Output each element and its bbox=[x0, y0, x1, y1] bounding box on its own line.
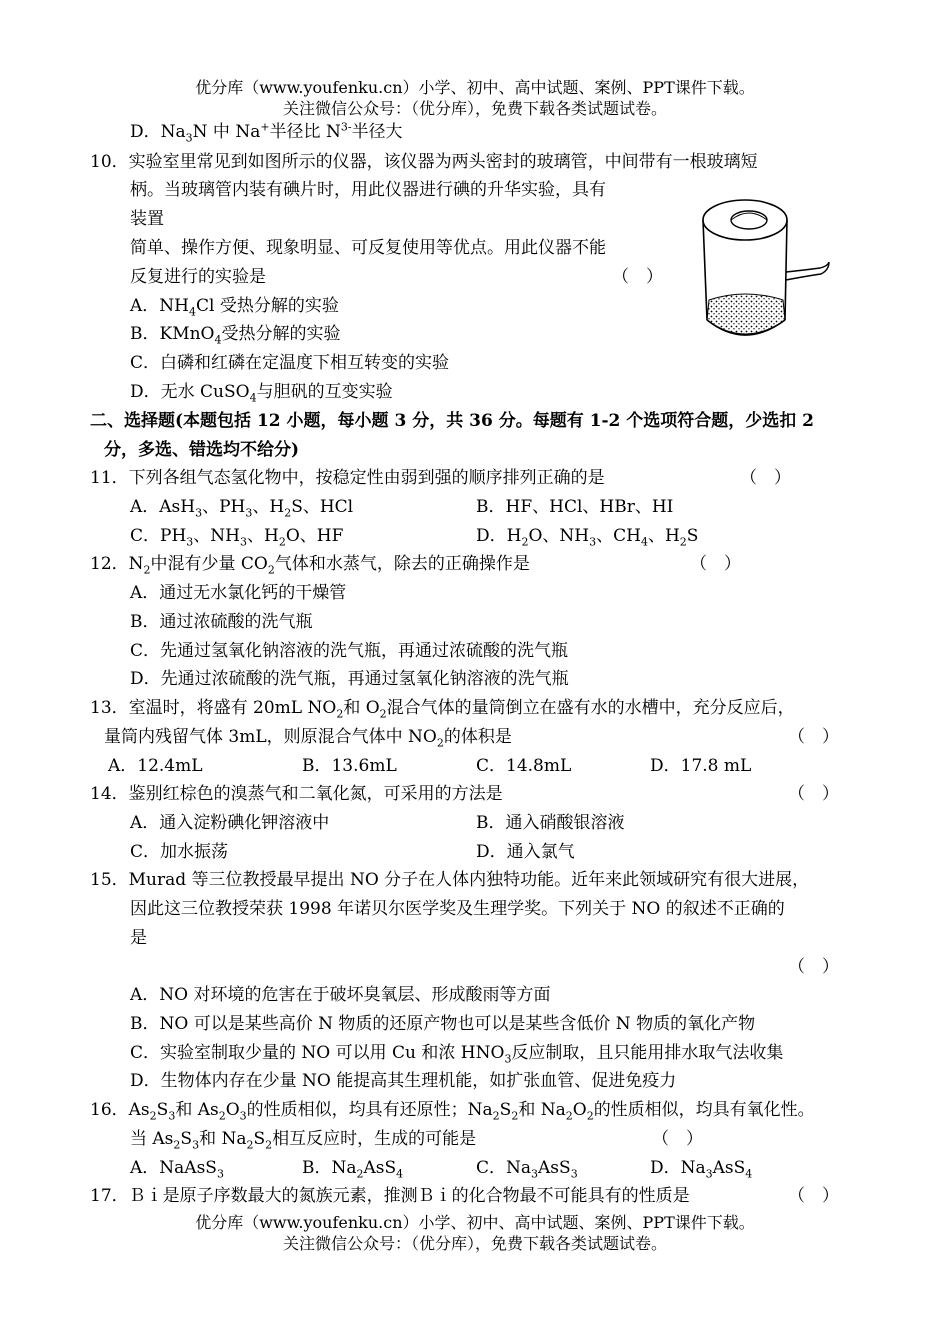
q11-answer-paren: （ ） bbox=[740, 468, 791, 488]
q10-option-d: D．无水 CuSO$_4$与胆矾的互变实验 bbox=[130, 382, 393, 405]
q16-line-1: 16．$As_2S_3$和 $As_2O_3$的性质相似，均具有还原性；$Na_2S_2$和 $Na_2O_2$的性质相似，均具有氧化性。 bbox=[90, 1100, 815, 1123]
q13-option-d: D．17.8 mL bbox=[650, 756, 752, 776]
q17-stem: 17．Ｂｉ是原子序数最大的氮族元素，推测Ｂｉ的化合物最不可能具有的性质是 bbox=[90, 1186, 690, 1206]
q15-line-2: 因此这三位教授荣获 1998 年诺贝尔医学奖及生理学奖。下列关于 NO 的叙述不正确的 bbox=[130, 899, 785, 919]
q13-option-c: C．14.8mL bbox=[476, 756, 572, 776]
q11-option-c: C．$PH_3$、$NH_3$、$H_2O$、HF bbox=[130, 526, 344, 549]
q14-option-c: C．加水振荡 bbox=[130, 842, 229, 862]
q16-option-c: C．$Na_3AsS_3$ bbox=[476, 1158, 578, 1181]
q13-line-2: 量筒内残留气体 3mL，则原混合气体中 $NO_2$的体积是 bbox=[104, 727, 512, 750]
q12-option-c: C．先通过氢氧化钠溶液的洗气瓶，再通过浓硫酸的洗气瓶 bbox=[130, 641, 569, 661]
q10-answer-paren: （ ） bbox=[612, 267, 663, 287]
q16-line-2: 当 $As_2S_3$和 $Na_2S_2$相互反应时，生成的可能是 bbox=[130, 1129, 477, 1152]
q11-option-a: A．AsH$_3$、$PH_3$、$H_2S$、HCl bbox=[130, 497, 354, 520]
footer-line-2: 关注微信公众号：（优分库），免费下载各类试题试卷。 bbox=[282, 1234, 667, 1253]
q16-option-b: B．$Na_2AsS_4$ bbox=[302, 1158, 404, 1181]
q10-line-5: 反复进行的实验是 bbox=[130, 267, 266, 287]
q10-option-a: A．$NH_4Cl$ 受热分解的实验 bbox=[130, 296, 339, 319]
q11-option-b: B．HF、HCl、HBr、HI bbox=[476, 497, 674, 517]
q15-line-3: 是 bbox=[130, 928, 147, 948]
q13-option-a: A．12.4mL bbox=[108, 756, 203, 776]
q13-line-1: 13．室温时，将盛有 20mL $NO_2$和 $O_2$混合气体的量筒倒立在盛有水的水槽中，充分反应后， bbox=[90, 698, 795, 721]
sublimation-tube-illustration bbox=[695, 190, 835, 350]
q10-option-b: B．KMnO$_4$受热分解的实验 bbox=[130, 324, 341, 347]
q10-option-c: C．白磷和红磷在定温度下相互转变的实验 bbox=[130, 353, 450, 373]
q17-answer-paren: （ ） bbox=[788, 1186, 839, 1206]
q12-answer-paren: （ ） bbox=[690, 554, 741, 574]
q10-line-3: 装置 bbox=[130, 209, 164, 229]
q12-option-a: A．通过无水氯化钙的干燥管 bbox=[130, 583, 347, 603]
q14-option-d: D．通入氯气 bbox=[476, 842, 575, 862]
q16-option-a: A．NaAsS$_3$ bbox=[130, 1158, 224, 1181]
q16-option-d: D．$Na_3AsS_4$ bbox=[650, 1158, 753, 1181]
q14-stem: 14．鉴别红棕色的溴蒸气和二氧化氮，可采用的方法是 bbox=[90, 784, 503, 804]
q14-option-b: B．通入硝酸银溶液 bbox=[476, 813, 625, 833]
q15-option-c: C．实验室制取少量的 NO 可以用 Cu 和浓 $HNO_3$反应制取，且只能用排水取气法收集 bbox=[130, 1043, 784, 1066]
q13-answer-paren: （ ） bbox=[788, 727, 839, 747]
q15-option-a: A．NO 对环境的危害在于破坏臭氧层、形成酸雨等方面 bbox=[130, 985, 551, 1005]
q11-stem: 11．下列各组气态氢化物中，按稳定性由弱到强的顺序排列正确的是 bbox=[90, 468, 605, 488]
q15-answer-paren: （ ） bbox=[788, 957, 839, 977]
header-line-2: 关注微信公众号：（优分库），免费下载各类试题试卷。 bbox=[282, 99, 667, 118]
q10-line-4: 简单、操作方便、现象明显、可反复使用等优点。用此仪器不能 bbox=[130, 238, 606, 258]
q13-option-b: B．13.6mL bbox=[302, 756, 397, 776]
q12-option-b: B．通过浓硫酸的洗气瓶 bbox=[130, 612, 313, 632]
footer-line-1: 优分库（www.youfenku.cn）小学、初中、高中试题、案例、PPT课件下载。 bbox=[195, 1213, 755, 1232]
q16-answer-paren: （ ） bbox=[652, 1129, 703, 1149]
q10-line-2: 柄。当玻璃管内装有碘片时，用此仪器进行碘的升华实验，具有 bbox=[130, 180, 606, 200]
section-2-heading-line-2: 分，多选、错选均不给分) bbox=[104, 440, 300, 460]
section-2-heading-line-1: 二、选择题(本题包括 12 小题，每小题 3 分，共 36 分。每题有 1-2 个选项符合题，少选扣 2 bbox=[90, 411, 814, 431]
q11-option-d: D．$H_2O$、$NH_3$、$CH_4$、$H_2S$ bbox=[476, 526, 699, 549]
q15-option-d: D．生物体内存在少量 NO 能提高其生理机能，如扩张血管、促进免疫力 bbox=[130, 1071, 677, 1091]
q14-option-a: A．通入淀粉碘化钾溶液中 bbox=[130, 813, 330, 833]
q14-answer-paren: （ ） bbox=[788, 784, 839, 804]
q10-line-1: 10．实验室里常见到如图所示的仪器，该仪器为两头密封的玻璃管，中间带有一根玻璃短 bbox=[90, 152, 758, 172]
q15-option-b: B．NO 可以是某些高价 N 物质的还原产物也可以是某些含低价 N 物质的氧化产物 bbox=[130, 1014, 756, 1034]
q9-option-d: D．$Na_3N$ 中 Na+半径比 $N^{3-}$半径大 bbox=[130, 120, 403, 145]
q12-option-d: D．先通过浓硫酸的洗气瓶，再通过氢氧化钠溶液的洗气瓶 bbox=[130, 669, 569, 689]
header-line-1: 优分库（www.youfenku.cn）小学、初中、高中试题、案例、PPT课件下载。 bbox=[195, 78, 755, 97]
q12-stem: 12．$N_2$中混有少量 $CO_2$气体和水蒸气，除去的正确操作是 bbox=[90, 554, 530, 577]
q15-line-1: 15．Murad 等三位教授最早提出 NO 分子在人体内独特功能。近年来此领域研究有很大进展， bbox=[90, 870, 810, 890]
